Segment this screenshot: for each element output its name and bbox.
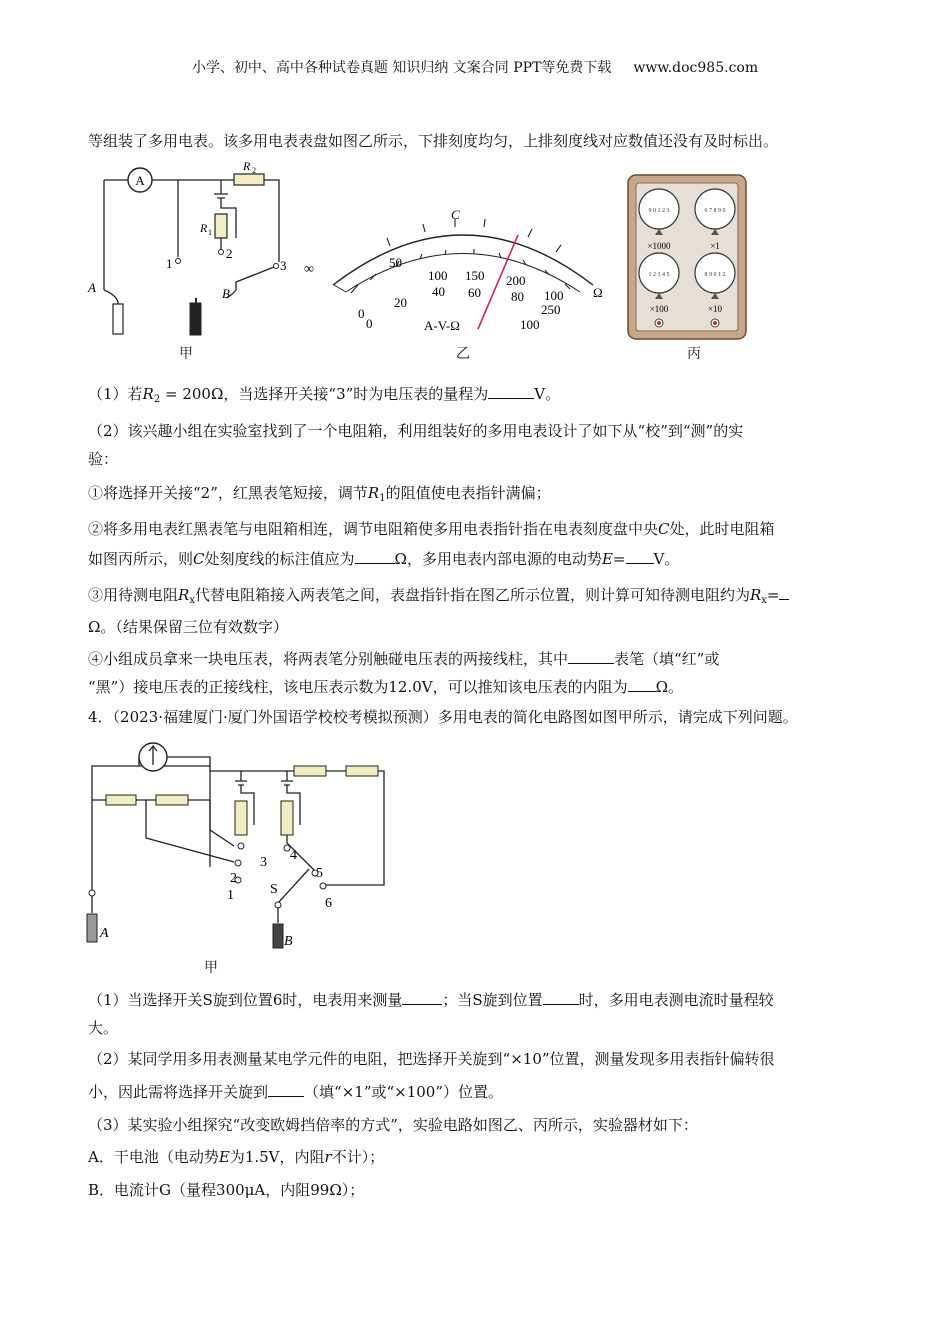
q4-b-g: G [159, 1181, 172, 1199]
q3-s2-a: 如图丙所示，则 [88, 550, 194, 568]
q4-part2-line1 [88, 1049, 775, 1069]
q3-step3-line1 [88, 584, 789, 611]
dial-mid-40: 40 [432, 284, 445, 299]
dial-mid-0: 0 [358, 306, 365, 321]
q3-rx-sub-2: x [761, 595, 767, 606]
q4-p2-x10: ×10 [510, 1050, 542, 1068]
resistance-box-bing [626, 173, 748, 343]
dial-c-mark: C [451, 207, 460, 222]
meter-dial-yi [298, 205, 610, 340]
terminal-2-label: 2 [226, 246, 233, 261]
probe-a-label: A [88, 280, 96, 295]
q4-contact-3[interactable] [238, 843, 244, 849]
q3-c-letter-2: C [193, 550, 205, 568]
q3-r1-sub: 1 [379, 493, 386, 504]
q4-a-e: E [218, 1148, 230, 1166]
dial-top-150: 150 [465, 268, 485, 283]
q3-rx-sub: x [189, 595, 195, 606]
q3-p1-c: V。 [534, 385, 561, 403]
q4-heading: 4．（2023·福建厦门·厦门外国语学校校考模拟预测）多用电表的简化电路图如图甲所示，请完成下列问题。 [88, 708, 798, 726]
q3-s4-d: Ω。 [655, 678, 684, 696]
header-text: 小学、初中、高中各种试卷真题 知识归纳 文案合同 PPT等免费下载 [191, 60, 612, 76]
dial-low-0: 0 [366, 316, 373, 331]
resistor-r2 [234, 174, 264, 185]
q3-step2-line1 [88, 519, 775, 539]
resistor-r1 [215, 214, 227, 238]
q3-step4-line2 [88, 676, 683, 697]
q4-a-v: 1.5V [244, 1148, 280, 1166]
dial-title: A-V-Ω [424, 318, 460, 333]
q4-outer-left-wire [92, 766, 210, 890]
intro-text: 等组装了多用电表。该多用电表表盘如图乙所示，下排刻度均匀，上排刻度线对应数值还没有及时标出。 [88, 132, 779, 150]
q3-s2-line1: ②将多用电表红黑表笔与电阻箱相连，调节电阻箱使多用电表指针指在电表刻度盘中央 [88, 520, 659, 538]
probe-b-black[interactable] [190, 303, 201, 335]
q4-a-a: A．干电池（电动势 [88, 1148, 219, 1166]
caption-jia: 甲 [179, 346, 193, 362]
q4-rheostat-1 [235, 801, 247, 835]
q4-p2-b: ”位置，测量发现多用表指针偏转很 [541, 1050, 775, 1068]
answer-blank[interactable] [488, 383, 534, 399]
q4-label-4: 4 [290, 848, 297, 863]
q4-probe-a-label: A [100, 926, 109, 941]
q3-r2-sub: 2 [153, 394, 161, 405]
q4-terminal-a[interactable] [89, 890, 95, 896]
q3-r2-value: = 200Ω [165, 385, 224, 403]
q3-step4-line1 [88, 648, 719, 669]
dial-top-250: 250 [541, 302, 561, 317]
probe-a-red[interactable] [113, 304, 123, 334]
q4-b-c: ，内阻99Ω）； [265, 1181, 365, 1199]
ammeter-label: A [135, 173, 145, 188]
q4-a-d: 不计）； [331, 1148, 385, 1166]
q4-a-b: 为 [229, 1148, 245, 1166]
q3-s2-b: 处刻度线的标注值应为 [204, 550, 355, 568]
q4-item-a [88, 1147, 384, 1167]
q4-label-5: 5 [316, 866, 323, 881]
q3-s3-b: 代替电阻箱接入两表笔之间，表盘指针指在图乙所示位置，则计算可知待测电阻约为 [194, 586, 750, 604]
circuit-figure-jia [86, 160, 296, 345]
q3-part2-line2: 验： [88, 450, 119, 468]
q4-p2-c: 小，因此需将选择开关旋到 [88, 1083, 269, 1101]
dial-top-100: 100 [428, 268, 448, 283]
q4-p2-x100: ×100 [394, 1083, 436, 1101]
q3-r1-symbol: R [367, 484, 380, 502]
dial-mid-100: 100 [544, 288, 564, 303]
page-header [0, 57, 950, 77]
q3-s2-e: E [601, 550, 613, 568]
q3-s2-d: = [612, 550, 626, 568]
dial-top-50: 50 [389, 255, 402, 270]
q4-part1-line1 [88, 989, 774, 1010]
q3-s4-a: ④小组成员拿来一块电压表，将两表笔分别触碰电压表的两接线柱，其中 [88, 650, 569, 668]
answer-blank[interactable] [568, 648, 614, 664]
q4-resistor-4 [346, 766, 378, 776]
q3-step1 [88, 483, 551, 509]
q3-s1-a: ①将选择开关接“2”，红黑表笔短接，调节 [88, 484, 368, 502]
q4-part3: （3）某实验小组探究“改变欧姆挡倍率的方式”，实验电路如图乙、丙所示，实验器材如下： [88, 1116, 698, 1134]
terminal-2[interactable] [219, 250, 224, 255]
q3-part1 [88, 383, 560, 410]
r1-subscript: 1 [208, 228, 212, 237]
circuit-left-wire [104, 180, 118, 302]
circuit-top-wire [104, 180, 279, 262]
probe-b-label: B [222, 286, 230, 301]
q4-selector-pivot[interactable] [275, 902, 281, 908]
dial-low-100: 100 [520, 317, 540, 332]
q3-rx-symbol-2: R [749, 586, 762, 604]
q3-rx-symbol: R [178, 586, 190, 604]
q3-s2-line1-b: 处，此时电阻箱 [669, 520, 775, 538]
answer-blank[interactable] [626, 548, 654, 564]
q4-p1-a: （1）当选择开关S旋到位置6时，电表用来测量 [88, 991, 403, 1009]
q4-p2-f: ”）位置。 [435, 1083, 504, 1101]
q4-part1-line2: 大。 [88, 1019, 119, 1037]
q4-label-2: 2 [230, 871, 237, 886]
q3-step2-line2 [88, 548, 679, 569]
q4-caption-jia: 甲 [204, 960, 218, 976]
q4-b-i: 300μA [216, 1181, 266, 1199]
answer-blank[interactable] [543, 989, 579, 1005]
caption-yi: 乙 [456, 346, 470, 362]
q4-wire-to-3 [210, 800, 234, 846]
q4-a-r: r [324, 1148, 332, 1166]
q4-b-a: B．电流计 [88, 1181, 160, 1199]
q3-s2-c: Ω，多用电表内部电源的电动势 [394, 550, 602, 568]
q4-probe-b-label: B [284, 934, 293, 949]
header-url[interactable]: www.doc985.com [633, 60, 759, 76]
q3-p1-a: （1）若 [88, 385, 143, 403]
terminal-3[interactable] [274, 264, 279, 269]
q3-s4-b: 表笔（填“红”或 [614, 650, 720, 668]
q3-c-letter: C [658, 520, 670, 538]
q4-p2-d: （填“ [304, 1083, 342, 1101]
dial-mid-20: 20 [394, 295, 407, 310]
q4-p2-a: （2）某同学用多用表测量某电学元件的电阻，把选择开关旋到“ [88, 1050, 511, 1068]
q3-part2-line1: （2）该兴趣小组在实验室找到了一个电阻箱，利用组装好的多用电表设计了如下从“校”到“测”的实 [88, 422, 744, 440]
terminal-1-label: 1 [166, 256, 173, 271]
q3-s2-f: V。 [653, 550, 680, 568]
dial-arc-inner [346, 254, 580, 293]
svg-text:6 7 8 9 0: 6 7 8 9 0 [704, 208, 726, 214]
q4-resistor-3 [294, 766, 326, 776]
dial-mid-60: 60 [468, 285, 481, 300]
dial-ticks [351, 219, 570, 293]
q3-step3-line2: Ω。（结果保留三位有效数字） [88, 618, 288, 636]
q4-b-b: （量程 [171, 1181, 217, 1199]
answer-blank[interactable] [268, 1081, 304, 1097]
q3-s1-b: 的阻值使电表指针满偏； [385, 484, 551, 502]
q4-resistor-1 [106, 795, 136, 805]
dial-top-200: 200 [506, 273, 526, 288]
box-label-x1: ×1 [710, 241, 720, 251]
box-label-x1000: ×1000 [647, 241, 671, 251]
q4-item-b [88, 1180, 364, 1200]
q3-s3-a: ③用待测电阻 [88, 586, 179, 604]
q3-s4-c: “黑”）接电压表的正接线柱，该电压表示数为12.0V，可以推知该电压表的内阻为 [88, 678, 628, 696]
circuit-switch-wire [226, 267, 274, 298]
q4-circuit-figure [84, 735, 394, 960]
q3-s3-c: = [766, 586, 780, 604]
q4-p2-x1: ×1 [341, 1083, 364, 1101]
q3-r2-symbol: R [142, 385, 154, 403]
answer-blank[interactable] [402, 989, 442, 1005]
r1-label: R [200, 221, 208, 235]
q4-probe-a[interactable] [87, 914, 97, 942]
box-label-x10: ×10 [707, 304, 723, 314]
box-label-x100: ×100 [649, 304, 669, 314]
r2-subscript: 2 [252, 166, 256, 175]
q4-selector-blade [278, 869, 309, 903]
dial-mid-80: 80 [511, 289, 524, 304]
q4-resistor-2 [156, 795, 188, 805]
q4-p2-e: ”或“ [363, 1083, 395, 1101]
q4-p1-c: 时，多用电表测电流时量程较 [578, 991, 774, 1009]
q4-part2-line2 [88, 1081, 503, 1102]
answer-blank[interactable] [355, 548, 395, 564]
caption-bing: 丙 [687, 346, 701, 362]
q4-p1-b: ；当S旋到位置 [442, 991, 543, 1009]
svg-text:8 9 0 1 2: 8 9 0 1 2 [704, 272, 726, 278]
q3-p1-b: ，当选择开关接“3”时为电压表的量程为 [223, 385, 489, 403]
answer-blank[interactable] [628, 676, 656, 692]
q4-wire-to-2 [146, 800, 234, 862]
q4-label-6: 6 [325, 896, 332, 911]
q4-label-3: 3 [260, 855, 267, 870]
terminal-1[interactable] [176, 259, 181, 264]
dial-ohm-symbol: Ω [593, 285, 603, 300]
answer-blank[interactable] [779, 584, 789, 600]
dial-infinity: ∞ [304, 262, 314, 277]
q4-contact-6[interactable] [320, 883, 326, 889]
q4-a-c: ，内阻 [279, 1148, 325, 1166]
q4-label-1: 1 [227, 888, 234, 903]
terminal-3-label: 3 [280, 258, 287, 273]
q4-contact-2[interactable] [235, 860, 241, 866]
q4-probe-b[interactable] [273, 924, 283, 948]
q4-switch-s: S [270, 882, 278, 897]
svg-text:9 0 1 2 3: 9 0 1 2 3 [648, 208, 670, 214]
svg-text:1 2 3 4 5: 1 2 3 4 5 [648, 272, 670, 278]
q4-rheostat-2 [281, 801, 293, 835]
r2-label: R [243, 160, 251, 173]
